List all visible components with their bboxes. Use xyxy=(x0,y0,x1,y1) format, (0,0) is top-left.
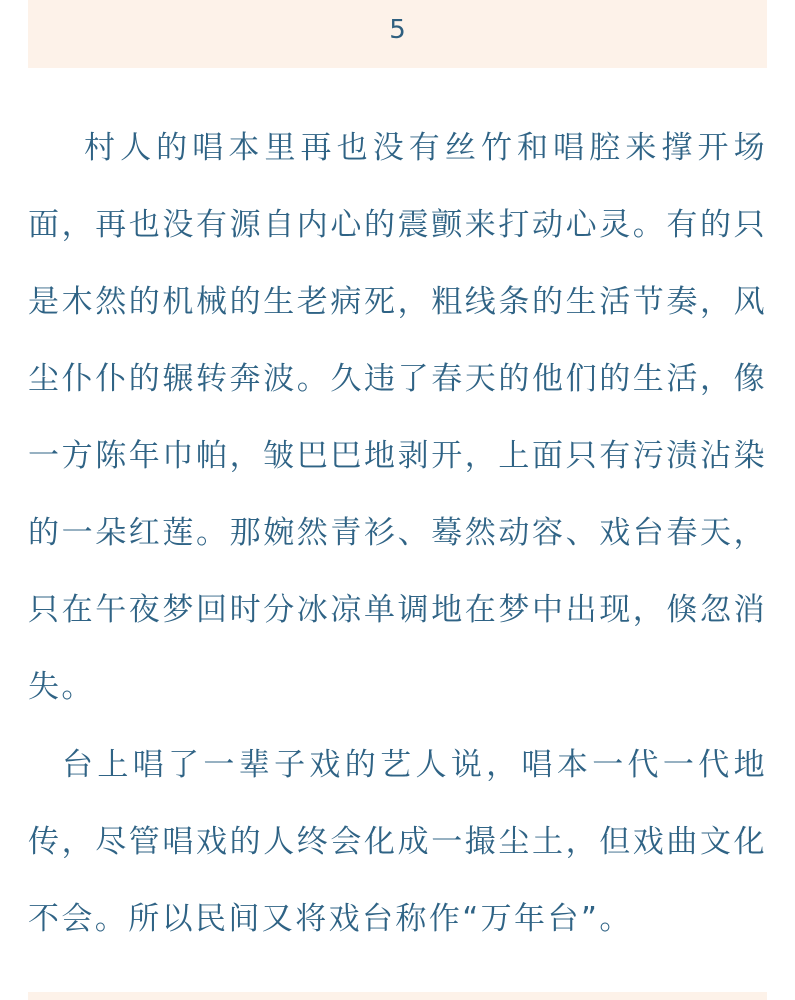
article-body xyxy=(28,110,767,958)
section-number: 5 xyxy=(389,15,406,45)
next-section-header-edge xyxy=(28,992,767,1000)
section-header xyxy=(28,0,767,68)
paragraph: 村人的唱本里再也没有丝竹和唱腔来撑开场面，再也没有源自内心的震颤来打动心灵。有的只是木然的机械的生老病死，粗线条的生活节奏，风尘仆仆的辗转奔波。久违了春天的他们的生活，像一方陈年巾帕，皱巴巴地剥开，上面只有污渍沾染的一朵红莲。那婉然青衫、蓦然动容、戏台春天，只在午夜梦回时分冰凉单调地在梦中出现，倏忽消失。 xyxy=(28,130,767,705)
paragraph: 台上唱了一辈子戏的艺人说，唱本一代一代地传，尽管唱戏的人终会化成一撮尘土，但戏曲文化不会。所以民间又将戏台称作“万年台”。 xyxy=(28,747,767,937)
